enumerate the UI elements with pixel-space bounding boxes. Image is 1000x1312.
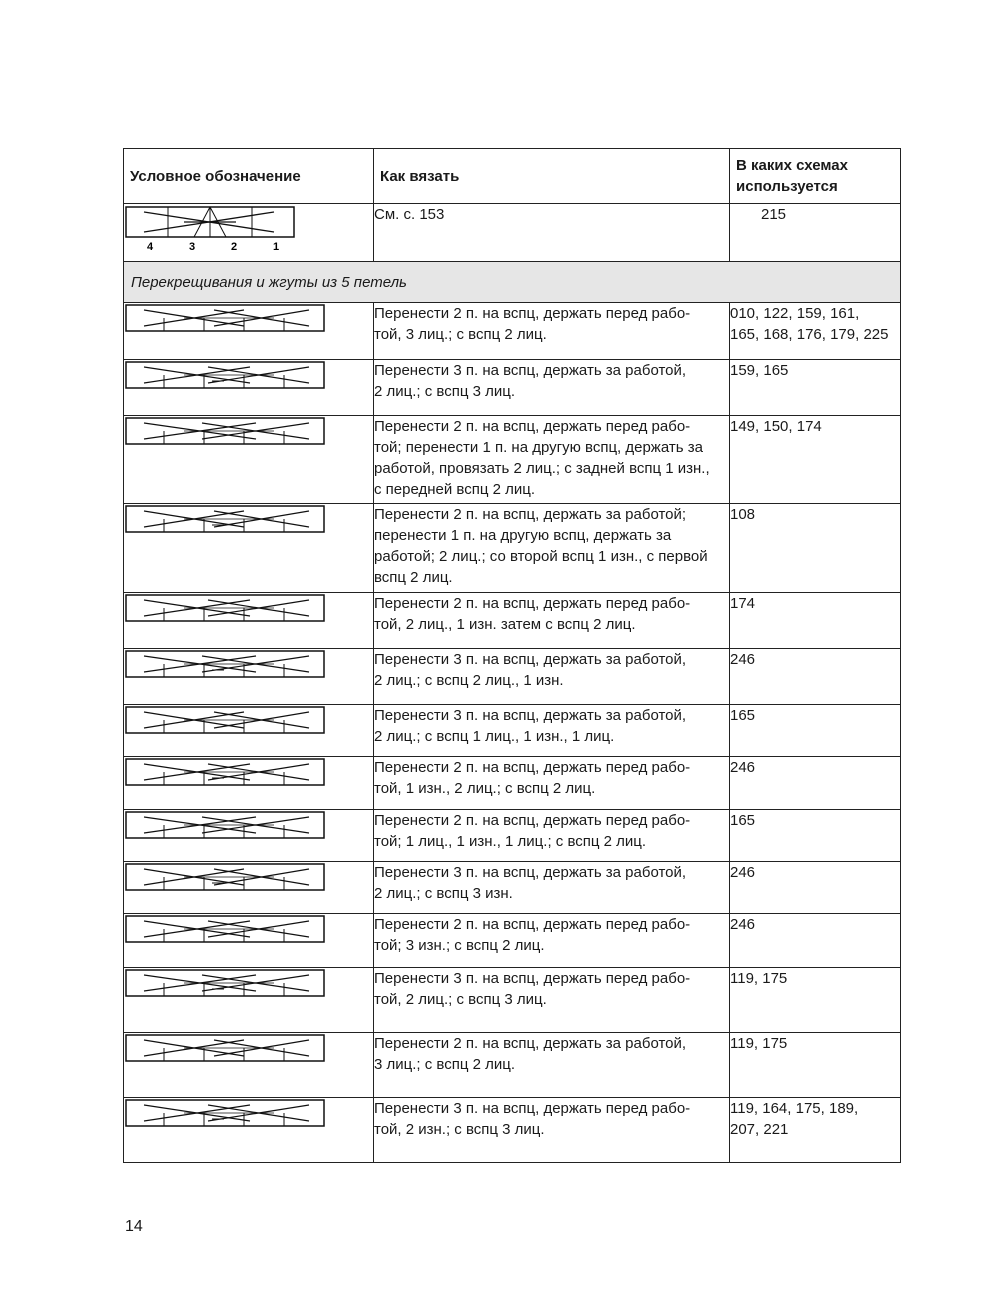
how-to-knit-line: 2 лиц.; с вспц 1 лиц., 1 изн., 1 лиц. <box>374 728 615 745</box>
legend-table <box>123 148 901 1163</box>
table-row <box>124 649 901 705</box>
table-row <box>124 705 901 757</box>
header-symbol: Условное обозначение <box>124 149 374 204</box>
cable-5-stitch-symbol <box>124 1098 328 1128</box>
used-in-line: 165, 168, 176, 179, 225 <box>730 326 889 343</box>
used-in-line: 119, 164, 175, 189, <box>730 1100 859 1117</box>
used-in-cell <box>730 416 901 504</box>
section-title: Перекрещивания и жгуты из 5 петель <box>124 262 901 303</box>
how-to-knit-cell <box>374 360 730 416</box>
symbol-cell <box>124 303 374 360</box>
cable-5-stitch-symbol <box>124 593 328 623</box>
used-in-line: 119, 175 <box>730 970 788 987</box>
how-to-knit-line: той, 2 лиц.; с вспц 3 лиц. <box>374 991 547 1008</box>
how-to-knit-line: той; перенести 1 п. на другую вспц, держать за <box>374 439 703 456</box>
symbol-cell <box>124 416 374 504</box>
how-to-knit-line: Перенести 2 п. на вспц, держать за работой, <box>374 1035 687 1052</box>
section-row <box>124 262 901 303</box>
table-row <box>124 862 901 914</box>
table-row <box>124 593 901 649</box>
how-to-knit-cell <box>374 649 730 705</box>
how-to-knit-line: той, 2 изн.; с вспц 3 лиц. <box>374 1121 545 1138</box>
how-to-knit-line: той, 2 лиц., 1 изн. затем с вспц 2 лиц. <box>374 616 636 633</box>
how-to-knit-cell <box>374 810 730 862</box>
how-to-knit-line: Перенести 2 п. на вспц, держать перед рабо- <box>374 595 691 612</box>
used-in-cell <box>730 810 901 862</box>
used-in-line: 246 <box>730 759 756 776</box>
table-row <box>124 504 901 593</box>
how-to-knit-line: Перенести 3 п. на вспц, держать перед рабо- <box>374 970 691 987</box>
symbol-number: 2 <box>231 241 238 252</box>
cable-5-stitch-symbol <box>124 968 328 998</box>
how-to-knit-line: Перенести 3 п. на вспц, держать за работой, <box>374 651 687 668</box>
cable-5-stitch-symbol <box>124 416 328 446</box>
used-in-line: 010, 122, 159, 161, <box>730 305 860 322</box>
cable-5-stitch-symbol <box>124 914 328 944</box>
header-how: Как вязать <box>374 149 730 204</box>
table-row <box>124 757 901 810</box>
how-to-knit-cell <box>374 504 730 593</box>
table-row <box>124 914 901 968</box>
how-to-knit-cell <box>374 1033 730 1098</box>
symbol-cell <box>124 1098 374 1163</box>
header-used: В каких схемах используется <box>730 149 901 204</box>
how-to-knit-line: Перенести 3 п. на вспц, держать за работой, <box>374 362 687 379</box>
how-to-knit-line: перенести 1 п. на другую вспц, держать за <box>374 527 672 544</box>
cable-5-stitch-symbol <box>124 649 328 679</box>
how-to-knit-cell <box>374 416 730 504</box>
how-to-knit-line: той, 3 лиц.; с вспц 2 лиц. <box>374 326 547 343</box>
symbol-number: 4 <box>147 241 154 252</box>
symbol-cell <box>124 705 374 757</box>
how-to-knit-line: вспц 2 лиц. <box>374 569 453 586</box>
how-to-knit-line: Перенести 2 п. на вспц, держать перед рабо- <box>374 812 691 829</box>
how-to-knit-line: Перенести 3 п. на вспц, держать за работой, <box>374 707 687 724</box>
how-to-knit-line: Перенести 2 п. на вспц, держать перед рабо- <box>374 916 691 933</box>
symbol-cell <box>124 810 374 862</box>
used-in-line: 159, 165 <box>730 362 789 379</box>
how-to-knit-cell: См. с. 153 <box>374 204 730 262</box>
used-in-line: 246 <box>730 651 756 668</box>
symbol-cell <box>124 968 374 1033</box>
used-in-cell <box>730 705 901 757</box>
used-in-cell <box>730 649 901 705</box>
how-to-knit-cell <box>374 914 730 968</box>
used-in-line: 108 <box>730 506 756 523</box>
table-row <box>124 968 901 1033</box>
table-row <box>124 360 901 416</box>
symbol-cell <box>124 360 374 416</box>
used-in-line: 119, 175 <box>730 1035 788 1052</box>
how-to-knit-cell <box>374 1098 730 1163</box>
symbol-cell <box>124 757 374 810</box>
how-to-knit-line: той, 1 изн., 2 лиц.; с вспц 2 лиц. <box>374 780 596 797</box>
used-in-cell: 215 <box>730 204 901 262</box>
page-number: 14 <box>125 1218 143 1235</box>
how-to-knit-cell <box>374 862 730 914</box>
used-in-line: 149, 150, 174 <box>730 418 822 435</box>
how-to-knit-line: 3 лиц.; с вспц 2 лиц. <box>374 1056 515 1073</box>
table-row <box>124 303 901 360</box>
used-in-line: 246 <box>730 916 756 933</box>
how-to-knit-line: Перенести 2 п. на вспц, держать за работой; <box>374 506 687 523</box>
cable-5-stitch-symbol <box>124 810 328 840</box>
cable-5-stitch-symbol <box>124 1033 328 1063</box>
how-to-knit-line: 2 лиц.; с вспц 2 лиц., 1 изн. <box>374 672 564 689</box>
table-row <box>124 810 901 862</box>
table-row <box>124 204 901 262</box>
how-to-knit-line: той; 1 лиц., 1 изн., 1 лиц.; с вспц 2 лиц. <box>374 833 647 850</box>
used-in-cell <box>730 1033 901 1098</box>
used-in-cell <box>730 757 901 810</box>
how-to-knit-line: Перенести 3 п. на вспц, держать перед рабо- <box>374 1100 691 1117</box>
how-to-knit-cell <box>374 757 730 810</box>
cable-5-stitch-symbol <box>124 360 328 390</box>
used-in-line: 165 <box>730 707 756 724</box>
symbol-cell <box>124 1033 374 1098</box>
used-in-line: 246 <box>730 864 756 881</box>
symbol-cell <box>124 649 374 705</box>
symbol-cell <box>124 593 374 649</box>
table-header-row <box>124 149 901 204</box>
how-to-knit-line: Перенести 2 п. на вспц, держать перед рабо- <box>374 418 691 435</box>
cable-5-stitch-symbol <box>124 705 328 735</box>
used-in-line: 165 <box>730 812 756 829</box>
how-to-knit-cell <box>374 593 730 649</box>
how-to-knit-line: с передней вспц 2 лиц. <box>374 481 535 498</box>
how-to-knit-line: работой, провязать 2 лиц.; с задней вспц 1 изн., <box>374 460 710 477</box>
how-to-knit-line: 2 лиц.; с вспц 3 изн. <box>374 885 513 902</box>
how-to-knit-cell <box>374 705 730 757</box>
symbol-cell <box>124 504 374 593</box>
cable-5-stitch-symbol <box>124 504 328 534</box>
how-to-knit-cell <box>374 303 730 360</box>
symbol-number: 1 <box>273 241 280 252</box>
used-in-cell <box>730 914 901 968</box>
how-to-knit-line: Перенести 3 п. на вспц, держать за работой, <box>374 864 687 881</box>
symbol-cell <box>124 204 374 262</box>
used-in-cell <box>730 593 901 649</box>
how-to-knit-line: Перенести 2 п. на вспц, держать перед рабо- <box>374 759 691 776</box>
used-in-cell <box>730 504 901 593</box>
table-row <box>124 1033 901 1098</box>
how-to-knit-line: той; 3 изн.; с вспц 2 лиц. <box>374 937 545 954</box>
used-in-cell <box>730 862 901 914</box>
how-to-knit-line: Перенести 2 п. на вспц, держать перед рабо- <box>374 305 691 322</box>
table-row <box>124 416 901 504</box>
cable-5-stitch-symbol <box>124 862 328 892</box>
used-in-line: 207, 221 <box>730 1121 789 1138</box>
how-to-knit-line: работой; 2 лиц.; со второй вспц 1 изн., с первой <box>374 548 708 565</box>
symbol-cell <box>124 914 374 968</box>
used-in-cell <box>730 968 901 1033</box>
symbol-cell <box>124 862 374 914</box>
how-to-knit-cell <box>374 968 730 1033</box>
used-in-cell <box>730 303 901 360</box>
used-in-cell <box>730 1098 901 1163</box>
table-row <box>124 1098 901 1163</box>
cable-4-stitch-symbol <box>124 204 296 252</box>
cable-5-stitch-symbol <box>124 757 328 787</box>
used-in-cell <box>730 360 901 416</box>
cable-5-stitch-symbol <box>124 303 328 333</box>
how-to-knit-line: 2 лиц.; с вспц 3 лиц. <box>374 383 515 400</box>
used-in-line: 174 <box>730 595 756 612</box>
symbol-number: 3 <box>189 241 196 252</box>
